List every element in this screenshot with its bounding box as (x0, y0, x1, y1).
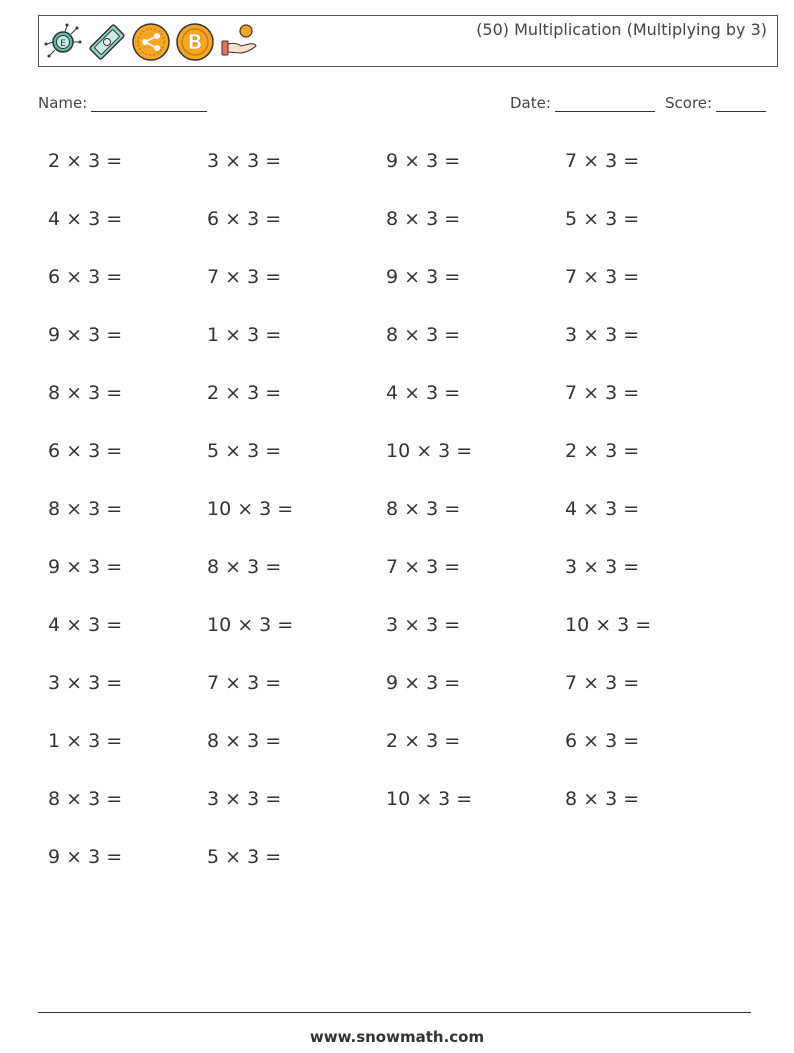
problem-item: 3 × 3 = (48, 672, 123, 694)
problem-item: 5 × 3 = (207, 846, 282, 868)
problem-item: 7 × 3 = (207, 672, 282, 694)
hand-coin-icon (219, 22, 259, 62)
problem-item: 7 × 3 = (565, 266, 640, 288)
problem-item: 10 × 3 = (386, 788, 473, 810)
problem-item: 6 × 3 = (48, 266, 123, 288)
problem-item: 8 × 3 = (565, 788, 640, 810)
problem-item: 9 × 3 = (48, 324, 123, 346)
header-icons (43, 22, 259, 62)
problem-item: 1 × 3 = (48, 730, 123, 752)
problem-item: 3 × 3 = (565, 556, 640, 578)
problem-item: 3 × 3 = (386, 614, 461, 636)
problem-item: 9 × 3 = (48, 556, 123, 578)
problem-item: 8 × 3 = (48, 788, 123, 810)
problem-item: 8 × 3 = (386, 324, 461, 346)
problem-item: 2 × 3 = (48, 150, 123, 172)
problem-item: 4 × 3 = (386, 382, 461, 404)
footer-divider (38, 1012, 751, 1013)
problem-item: 8 × 3 = (48, 498, 123, 520)
problem-item: 7 × 3 = (565, 672, 640, 694)
problem-item: 8 × 3 = (386, 498, 461, 520)
score-label: Score: (665, 94, 713, 112)
problem-item: 7 × 3 = (565, 382, 640, 404)
problem-item: 2 × 3 = (207, 382, 282, 404)
name-field[interactable] (38, 94, 207, 112)
problem-item: 10 × 3 = (207, 614, 294, 636)
problem-item: 6 × 3 = (565, 730, 640, 752)
score-blank-line[interactable] (716, 95, 766, 112)
problem-item: 6 × 3 = (48, 440, 123, 462)
date-field[interactable] (510, 94, 655, 112)
date-blank-line[interactable] (555, 95, 655, 112)
problem-item: 8 × 3 = (207, 556, 282, 578)
bitcoin-icon (175, 22, 215, 62)
footer-url[interactable]: www.snowmath.com (309, 1028, 485, 1046)
problem-item: 10 × 3 = (207, 498, 294, 520)
problem-item: 9 × 3 = (386, 672, 461, 694)
problem-item: 2 × 3 = (386, 730, 461, 752)
problem-item: 7 × 3 = (386, 556, 461, 578)
coin-circuit-icon (43, 22, 83, 62)
problem-item: 2 × 3 = (565, 440, 640, 462)
problem-item: 4 × 3 = (48, 208, 123, 230)
problem-item: 3 × 3 = (565, 324, 640, 346)
problem-item: 10 × 3 = (386, 440, 473, 462)
problem-item: 8 × 3 = (48, 382, 123, 404)
problem-item: 10 × 3 = (565, 614, 652, 636)
svg-text:E: E (60, 39, 66, 49)
problem-item: 9 × 3 = (48, 846, 123, 868)
problem-item: 9 × 3 = (386, 266, 461, 288)
problem-item: 5 × 3 = (207, 440, 282, 462)
problem-item: 5 × 3 = (565, 208, 640, 230)
svg-text:B: B (187, 30, 203, 54)
name-label: Name: (38, 94, 88, 112)
problem-item: 8 × 3 = (207, 730, 282, 752)
name-blank-line[interactable] (91, 95, 207, 112)
problem-item: 4 × 3 = (565, 498, 640, 520)
student-info-fields (0, 94, 794, 116)
worksheet-title: (50) Multiplication (Multiplying by 3) (476, 20, 767, 39)
worksheet-header (38, 15, 778, 67)
problem-item: 8 × 3 = (386, 208, 461, 230)
problem-item: 3 × 3 = (207, 150, 282, 172)
score-field[interactable] (665, 94, 766, 112)
date-label: Date: (510, 94, 551, 112)
share-coin-icon (131, 22, 171, 62)
problem-item: 7 × 3 = (207, 266, 282, 288)
problem-item: 7 × 3 = (565, 150, 640, 172)
problem-item: 6 × 3 = (207, 208, 282, 230)
problem-item: 4 × 3 = (48, 614, 123, 636)
banknote-icon (87, 22, 127, 62)
problem-item: 1 × 3 = (207, 324, 282, 346)
problem-grid (48, 143, 768, 897)
problem-item: 3 × 3 = (207, 788, 282, 810)
problem-item: 9 × 3 = (386, 150, 461, 172)
